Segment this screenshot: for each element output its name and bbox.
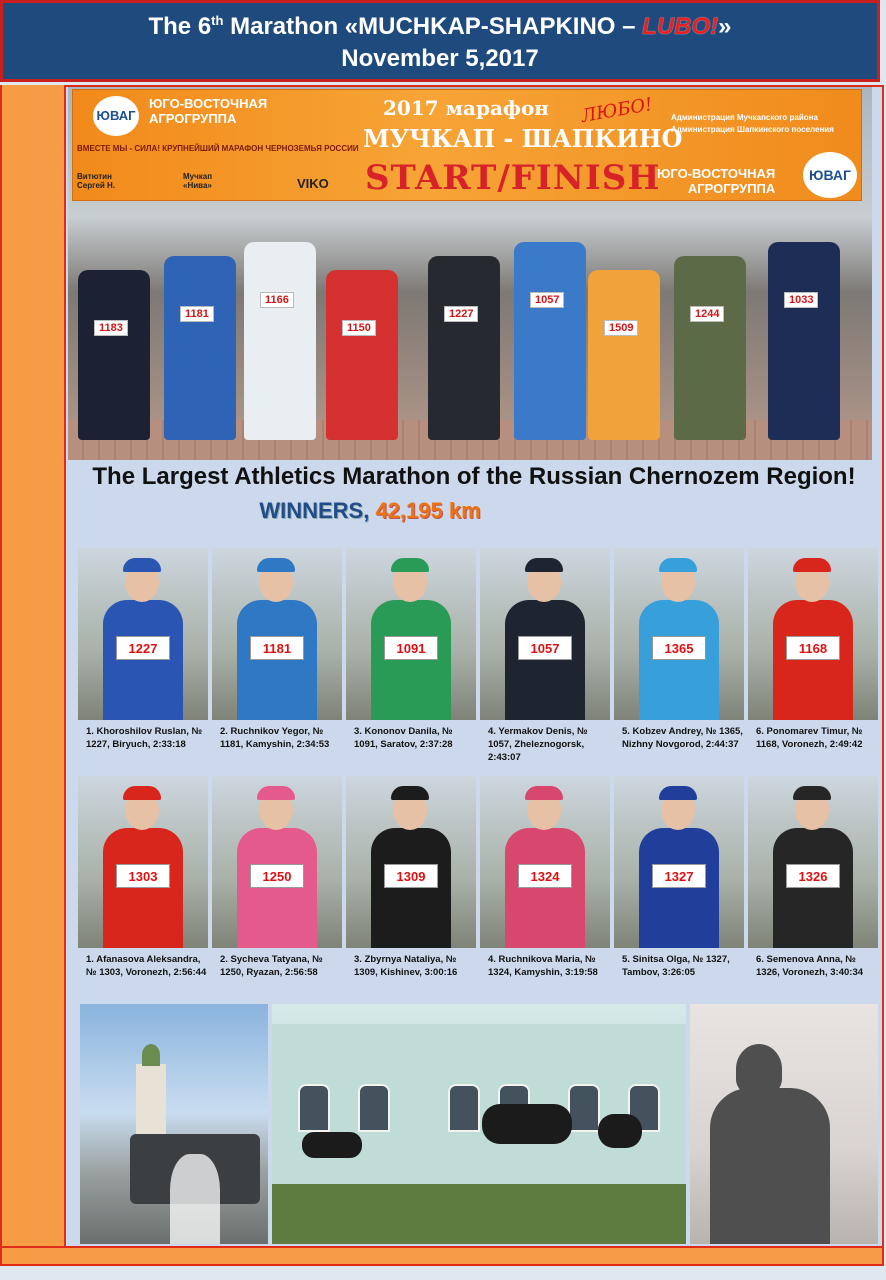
warrior-statue-photo [690,1004,878,1244]
runner-hat [391,558,429,572]
race-bib: 1057 [518,636,572,660]
banner-lubo: ЛЮБО! [579,93,654,128]
admin-line1: Администрация Мучкапского района [671,113,818,122]
agro-line2: АГРОГРУППА [149,111,237,126]
hero-race-bib: 1227 [444,306,478,322]
runner-hat [793,786,831,800]
race-bib: 1303 [116,864,170,888]
race-bib: 1326 [786,864,840,888]
admin-line2: Администрация Шапкинского поселения [671,125,834,134]
runner-figure [244,242,316,440]
sponsor-2: Мучкап «Нива» [183,172,213,190]
women-winner-card [212,776,342,979]
men-winner-card [748,548,878,751]
agrogroup-label-left [149,96,267,126]
winners-heading [68,498,672,524]
women-winner-card [346,776,476,979]
title-marathon-name: Marathon «MUCHKAP-SHAPKINO – [223,13,643,40]
runner-hat [525,558,563,572]
banner-year-title: 2017 марафон [383,96,549,120]
winner-caption: 3. Kononov Danila, № 1091, Saratov, 2:37:28 [354,726,453,750]
facade-window [448,1084,480,1132]
sponsor-viko: VIKO [297,176,329,191]
statue-head [736,1044,782,1094]
race-bib: 1309 [384,864,438,888]
hero-race-bib: 1033 [784,292,818,308]
race-bib: 1324 [518,864,572,888]
runner-figure [588,270,660,440]
winner-caption: 2. Ruchnikov Yegor, № 1181, Kamyshin, 2:34:53 [220,726,330,750]
runner-hat [659,786,697,800]
runner-photo [614,776,744,948]
race-bib: 1250 [250,864,304,888]
runner-photo [346,776,476,948]
tagline: The Largest Athletics Marathon of the Russian Chernozem Region! [92,463,856,490]
start-finish-banner [72,89,862,201]
race-bib: 1327 [652,864,706,888]
yuvag-logo-left: ЮВАГ [93,96,139,136]
horse-statue [482,1104,572,1144]
runner-photo [78,776,208,948]
fountain-spray [170,1154,220,1244]
runner-figure [326,270,398,440]
runner-hat [257,558,295,572]
winner-caption: 2. Sycheva Tatyana, № 1250, Ryazan, 2:56:58 [220,954,323,978]
runner-figure [514,242,586,440]
agro-right-line2: АГРОГРУППА [687,181,776,196]
men-winner-card [614,548,744,751]
banner-route: МУЧКАП - ШАПКИНО [363,124,683,153]
winners-label: WINNERS, [259,498,370,523]
header-banner [0,0,880,82]
runner-hat [123,786,161,800]
title-lubo: LUBO! [642,13,719,40]
title-text: The 6 [148,13,212,40]
men-winner-card [212,548,342,751]
page-title [3,13,877,41]
winner-caption: 3. Zbyrnya Nataliya, № 1309, Kishinev, 3:00:16 [354,954,458,978]
horse-statue [598,1114,642,1148]
runner-photo [614,548,744,720]
hero-race-bib: 1244 [690,306,724,322]
hero-race-bib: 1509 [604,320,638,336]
facade-window [568,1084,600,1132]
winner-caption: 6. Semenova Anna, № 1326, Voronezh, 3:40:34 [756,954,864,978]
agro-right-line1: ЮГО-ВОСТОЧНАЯ [657,166,776,181]
runner-crowd [68,217,872,460]
women-winner-card [480,776,610,979]
race-bib: 1227 [116,636,170,660]
runner-figure [164,256,236,440]
runner-photo [480,548,610,720]
facade-window [298,1084,330,1132]
hero-race-bib: 1183 [94,320,128,336]
runner-photo [480,776,610,948]
winner-caption: 5. Sinitsa Olga, № 1327, Tambov, 3:26:05 [622,954,730,978]
hero-race-bib: 1150 [342,320,376,336]
runner-hat [659,558,697,572]
church-fountain-photo [80,1004,268,1244]
left-decorative-bar [0,85,66,1247]
runner-hat [793,558,831,572]
title-ordinal: th [211,13,224,28]
race-bib: 1091 [384,636,438,660]
winner-caption: 1. Khoroshilov Ruslan, № 1227, Biryuch, 2:33:18 [86,726,203,750]
tower-dome [142,1044,160,1066]
banner-start-finish: START/FINISH [365,158,661,198]
horse-statue [302,1132,362,1158]
facade-window [358,1084,390,1132]
runner-photo [748,548,878,720]
race-bib: 1168 [786,636,840,660]
runner-figure [768,242,840,440]
runner-photo [78,548,208,720]
race-bib: 1365 [652,636,706,660]
runner-hat [257,786,295,800]
winners-distance: 42,195 km [375,498,481,523]
runner-photo [346,548,476,720]
bottom-decorative-bar [0,1246,884,1266]
event-date: November 5,2017 [341,45,539,72]
race-bib: 1181 [250,636,304,660]
winner-caption: 4. Ruchnikova Maria, № 1324, Kamyshin, 3:19:58 [488,954,598,978]
women-winner-card [614,776,744,979]
administration-labels [671,112,834,136]
runner-hat [391,786,429,800]
statue-torso [710,1088,830,1244]
men-winner-card [78,548,208,751]
runner-photo [212,548,342,720]
banner-slogan: ВМЕСТЕ МЫ - СИЛА! КРУПНЕЙШИЙ МАРАФОН ЧЕРНОЗЕМЬЯ РОССИИ [77,144,359,153]
runner-photo [748,776,878,948]
title-close-quote: » [718,13,732,40]
runner-figure [428,256,500,440]
runner-photo [212,776,342,948]
winner-caption: 6. Ponomarev Timur, № 1168, Voronezh, 2:49:42 [756,726,863,750]
runner-hat [123,558,161,572]
winner-caption: 4. Yermakov Denis, № 1057, Zheleznogorsk, 2:43:07 [488,726,588,763]
yuvag-logo-right: ЮВАГ [803,152,857,198]
men-winner-card [346,548,476,751]
estate-horses-photo [272,1004,686,1244]
winner-caption: 1. Afanasova Aleksandra, № 1303, Voronezh, 2:56:44 [86,954,207,978]
agro-line1: ЮГО-ВОСТОЧНАЯ [149,96,268,111]
hero-race-bib: 1181 [180,306,214,322]
runner-figure [78,270,150,440]
lawn [272,1184,686,1244]
sponsor-1: Витютин Сергей Н. [77,172,116,190]
agrogroup-label-right [657,166,775,196]
women-winner-card [78,776,208,979]
hero-race-bib: 1166 [260,292,294,308]
men-winner-card [480,548,610,764]
hero-race-bib: 1057 [530,292,564,308]
start-photo [68,87,872,460]
women-winner-card [748,776,878,979]
runner-figure [674,256,746,440]
winner-caption: 5. Kobzev Andrey, № 1365, Nizhny Novgorod, 2:44:37 [622,726,743,750]
runner-hat [525,786,563,800]
